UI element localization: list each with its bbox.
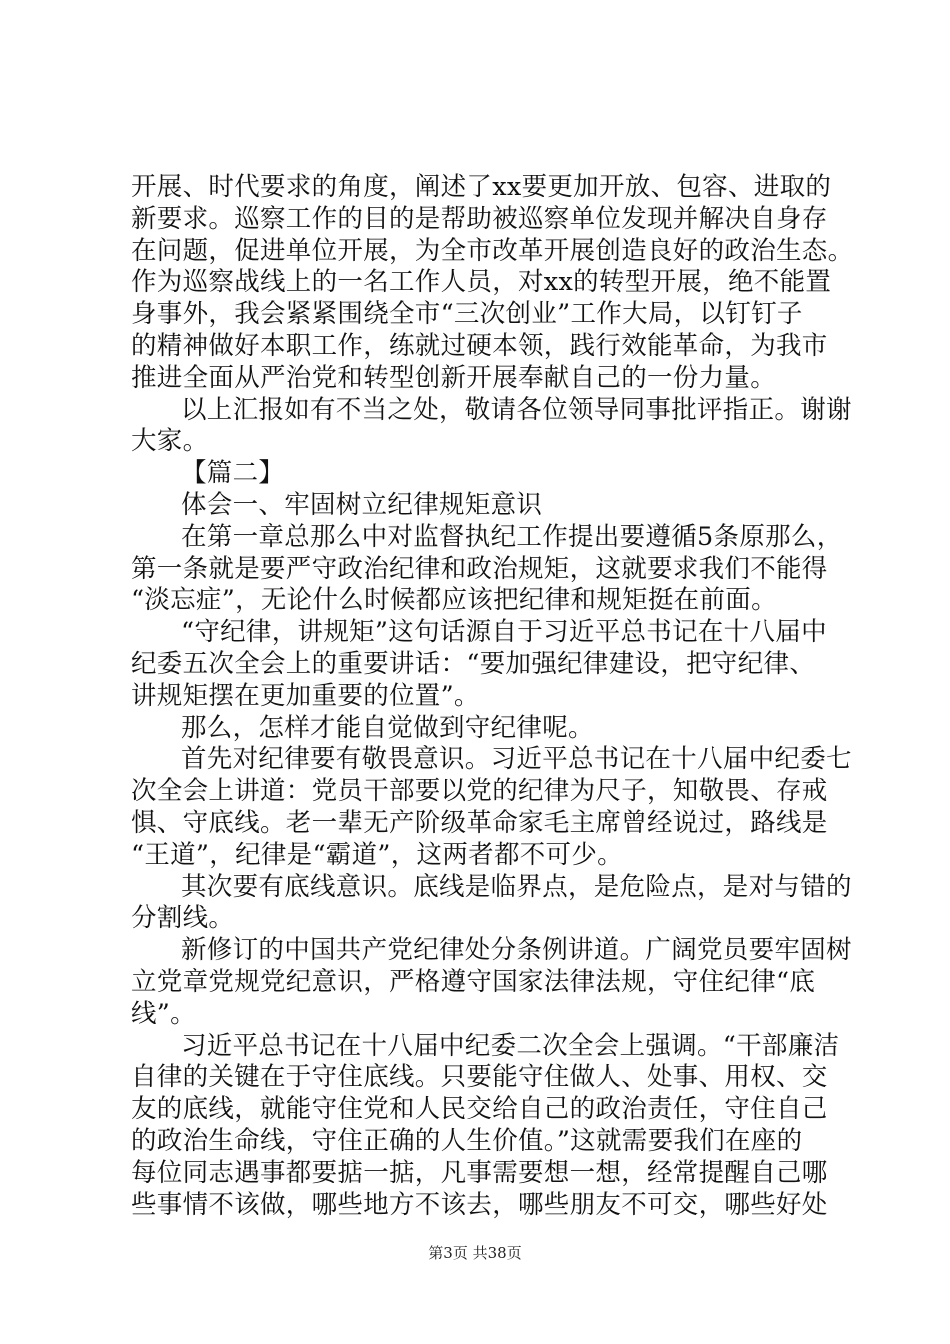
text-line: 每位同志遇事都要掂一掂，凡事需要想一想，经常提醒自己哪 <box>131 1157 828 1188</box>
text-line: 作为巡察战线上的一名工作人员，对xx的转型开展，绝不能置 <box>131 267 832 298</box>
paragraph-start-line: 新修订的中国共产党纪律处分条例讲道。广阔党员要牢固树 <box>181 935 852 966</box>
text-line: 惧、守底线。老一辈无产阶级革命家毛主席曾经说过，路线是 <box>131 807 828 838</box>
document-body <box>131 172 854 1221</box>
page-number-footer: 第3页 共38页 <box>428 1244 522 1262</box>
text-line: 的政治生命线，守住正确的人生价值。”这就需要我们在座的 <box>131 1125 803 1156</box>
paragraph-start-line: “守纪律，讲规矩”这句话源自于习近平总书记在十八届中 <box>181 617 827 648</box>
paragraph-start-line: 习近平总书记在十八届中纪委二次全会上强调。“干部廉洁 <box>181 1030 840 1061</box>
text-line: 新要求。巡察工作的目的是帮助被巡察单位发现并解决自身存 <box>131 203 828 234</box>
text-line: 些事情不该做，哪些地方不该去，哪些朋友不可交，哪些好处 <box>131 1189 828 1220</box>
text-line: “王道”，纪律是“霸道”，这两者都不可少。 <box>131 839 623 870</box>
paragraph-start-line: 那么，怎样才能自觉做到守纪律呢。 <box>181 712 594 743</box>
text-line: 线”。 <box>131 998 196 1029</box>
section-heading: 【篇二】 <box>181 458 285 489</box>
subheading: 体会一、牢固树立纪律规矩意识 <box>181 489 543 520</box>
text-line: 分割线。 <box>131 903 235 934</box>
text-line: “淡忘症”，无论什么时候都应该把纪律和规矩挺在前面。 <box>131 585 777 616</box>
text-line: 讲规矩摆在更加重要的位置”。 <box>131 680 480 711</box>
paragraph-start-line: 以上汇报如有不当之处，敬请各位领导同事批评指正。谢谢 <box>181 394 852 425</box>
text-line: 身事外，我会紧紧围绕全市“三次创业”工作大局，以钉钉子 <box>131 299 803 330</box>
text-line: 开展、时代要求的角度，阐述了xx要更加开放、包容、进取的 <box>131 172 832 202</box>
text-line: 在问题，促进单位开展，为全市改革开展创造良好的政治生态。 <box>131 235 854 266</box>
text-line: 大家。 <box>131 426 209 457</box>
text-line: 次全会上讲道：党员干部要以党的纪律为尺子，知敬畏、存戒 <box>131 776 828 807</box>
paragraph-start-line: 在第一章总那么中对监督执纪工作提出要遵循5条原那么， <box>181 521 843 552</box>
paragraph-start-line: 首先对纪律要有敬畏意识。习近平总书记在十八届中纪委七 <box>181 744 852 775</box>
text-line: 推进全面从严治党和转型创新开展奉献自己的一份力量。 <box>131 362 777 393</box>
text-line: 第一条就是要严守政治纪律和政治规矩，这就要求我们不能得 <box>131 553 828 584</box>
text-line: 立党章党规党纪意识，严格遵守国家法律法规，守住纪律“底 <box>131 966 816 997</box>
text-line: 自律的关键在于守住底线。只要能守住做人、处事、用权、交 <box>131 1062 828 1093</box>
text-line: 纪委五次全会上的重要讲话：“要加强纪律建设，把守纪律、 <box>131 648 816 679</box>
text-line: 友的底线，就能守住党和人民交给自己的政治责任，守住自己 <box>131 1094 828 1125</box>
text-line: 的精神做好本职工作，练就过硬本领，践行效能革命，为我市 <box>131 330 828 361</box>
paragraph-start-line: 其次要有底线意识。底线是临界点，是危险点，是对与错的 <box>181 871 852 902</box>
